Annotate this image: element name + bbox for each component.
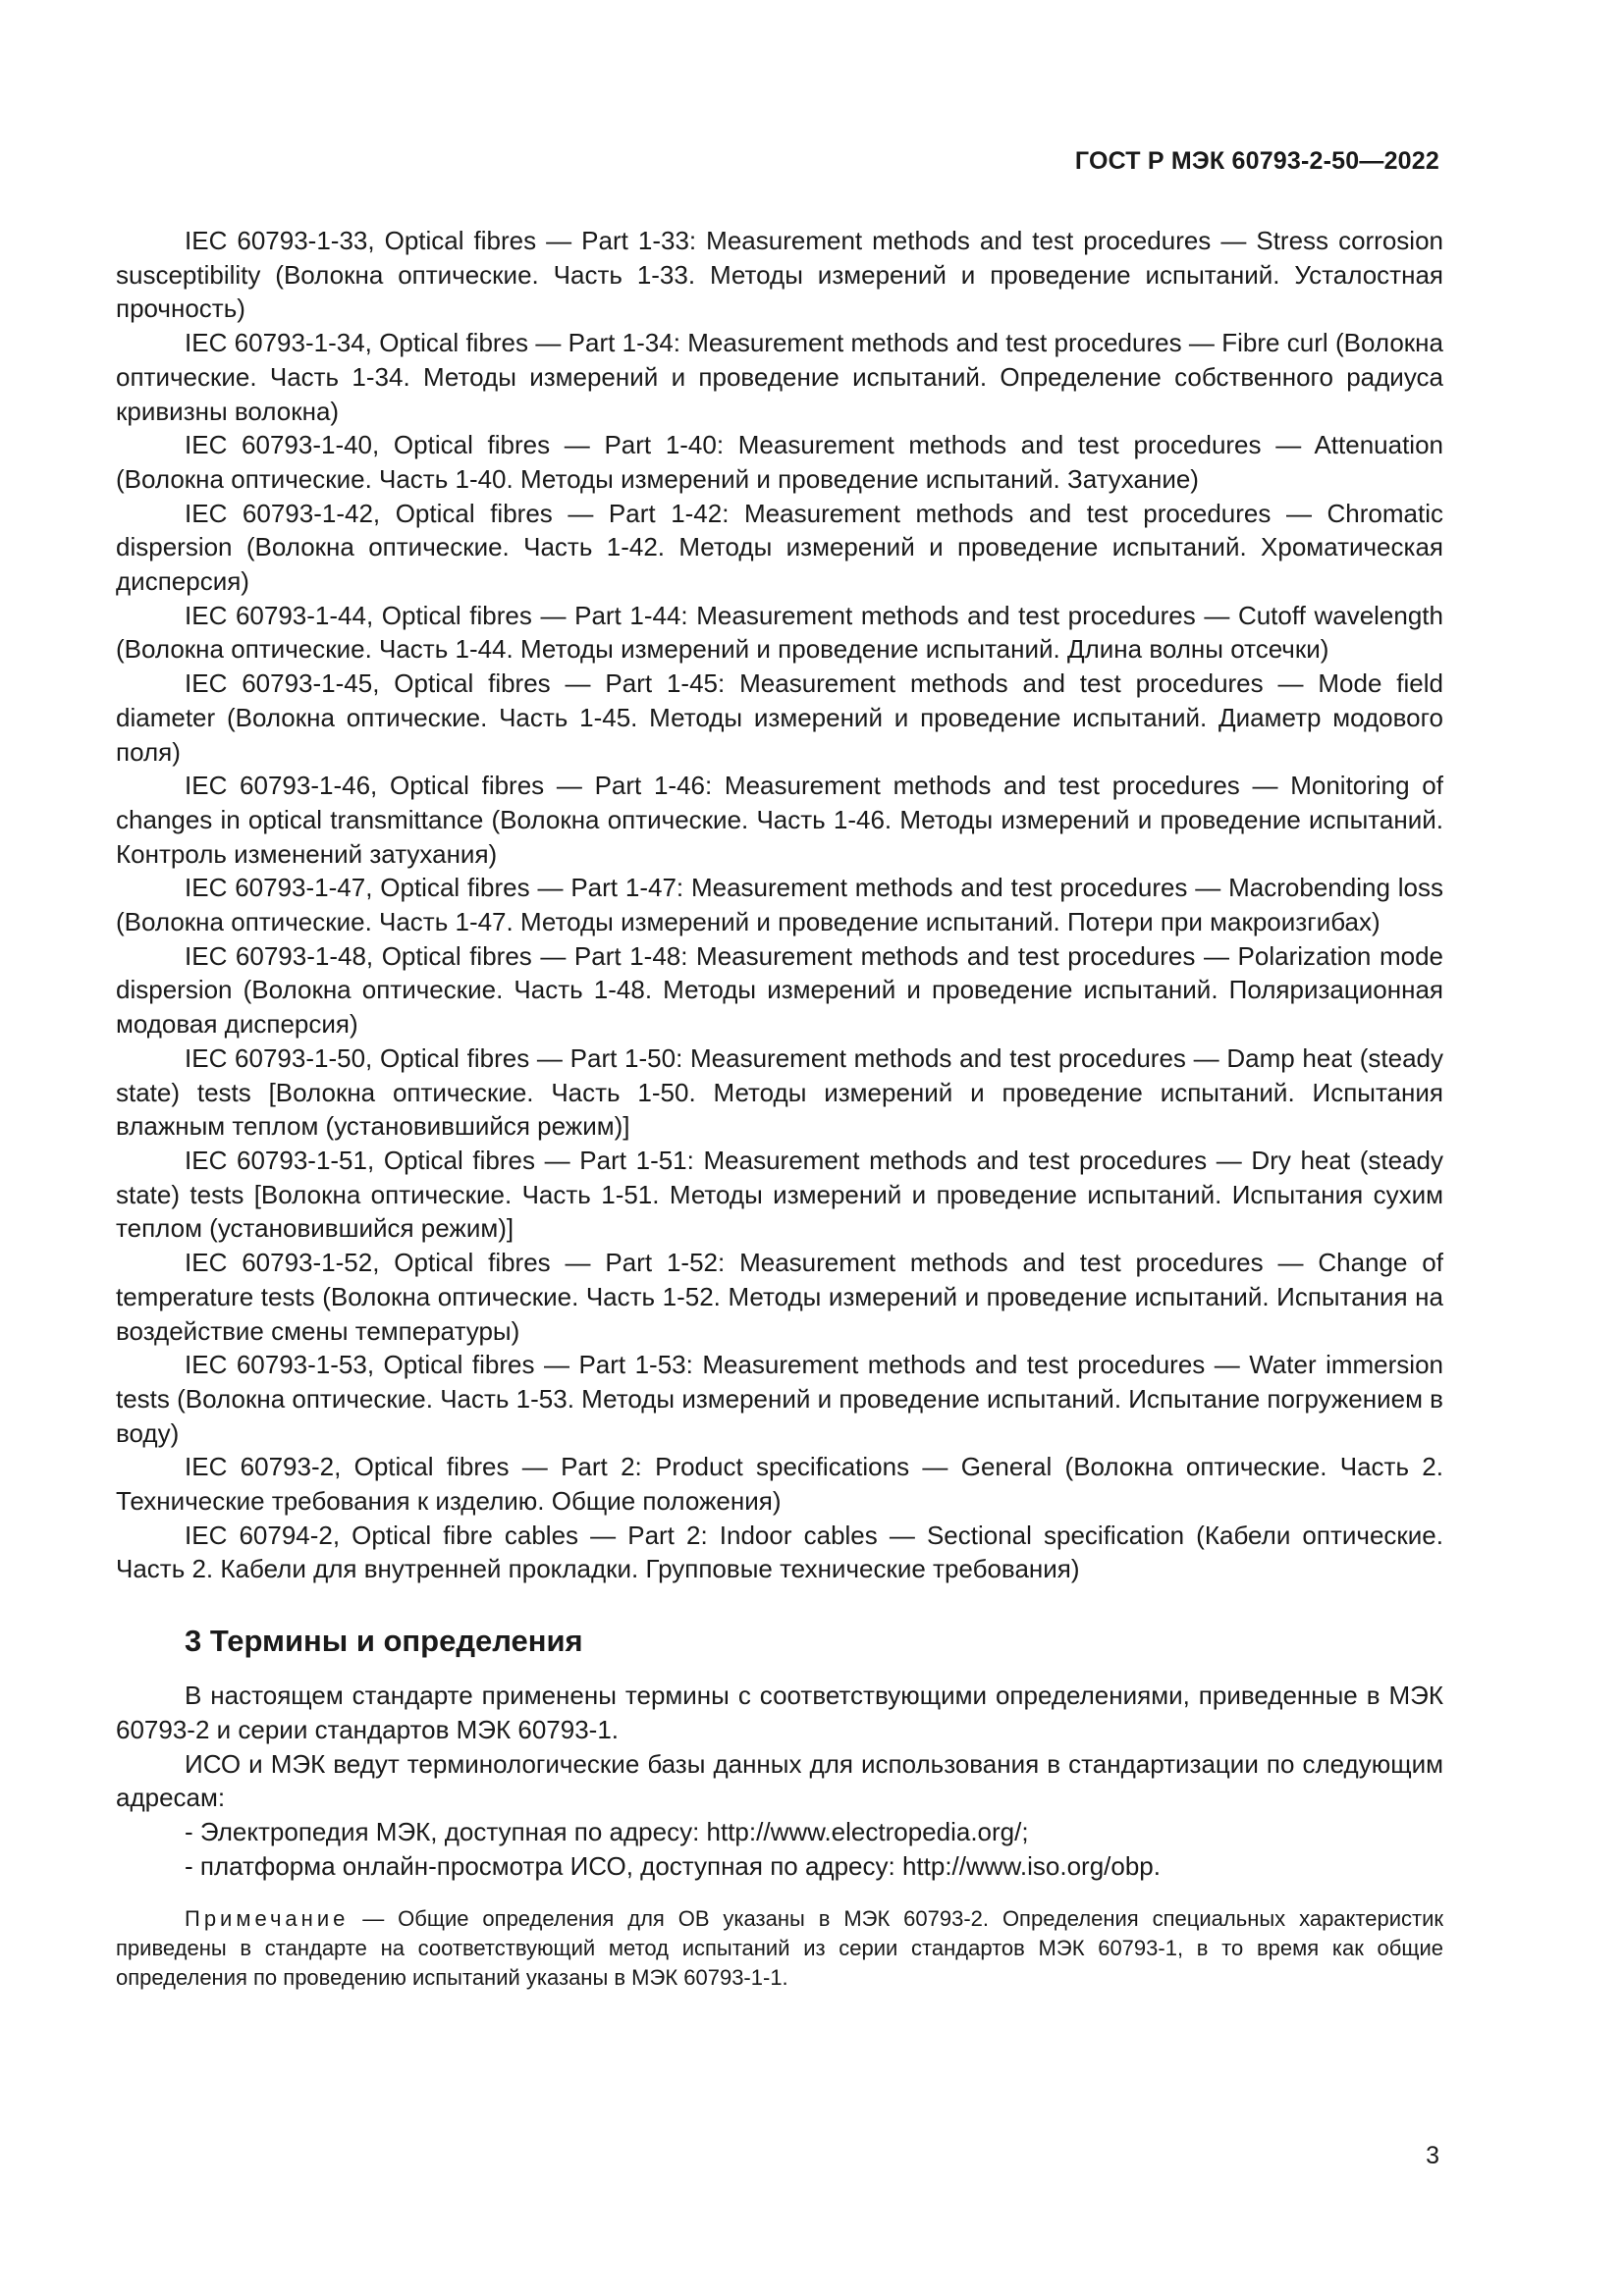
- note-text: — Общие определения для ОВ указаны в МЭК 60793-2. Определения специальных характеристик приведены в стандарте на соответствующий метод испытаний из серии стандартов МЭК 60793-1, в то время как общие определения по проведению испытаний указаны в МЭК 60793-1-1.: [116, 1906, 1443, 1991]
- section-title: 3 Термины и определения: [185, 1624, 583, 1659]
- page-body: [116, 224, 1443, 1993]
- reference-entry: IEC 60793-1-42, Optical fibres — Part 1-42: Measurement methods and test procedures — Chromatic dispersion (Волокна оптические. Часть 1-42. Методы измерений и проведение испытаний. Хроматическая дисперсия): [116, 498, 1443, 597]
- iso-obp-list-item: - платформа онлайн-просмотра ИСО, доступная по адресу: http://www.iso.org/obp.: [185, 1850, 1161, 1881]
- note-label: Примечание: [185, 1906, 350, 1932]
- standard-designation: ГОСТ Р МЭК 60793-2-50—2022: [1074, 147, 1439, 175]
- reference-entry: IEC 60793-1-51, Optical fibres — Part 1-51: Measurement methods and test procedures — Dry heat (steady state) tests [Волокна оптические. Часть 1-51. Методы измерений и проведение испытаний. Испытания сухим теплом (установившийся режим)]: [116, 1145, 1443, 1244]
- section-paragraph: В настоящем стандарте применены термины с соответствующими определениями, приведенные в МЭК 60793-2 и серии стандартов МЭК 60793-1.: [116, 1681, 1443, 1744]
- note: [116, 1904, 1443, 1993]
- reference-entry: IEC 60793-1-52, Optical fibres — Part 1-52: Measurement methods and test procedures — Change of temperature tests (Волокна оптические. Часть 1-52. Методы измерений и проведение испытаний. Испытания на воздействие смены температуры): [116, 1248, 1443, 1346]
- reference-entry: IEC 60793-1-50, Optical fibres — Part 1-50: Measurement methods and test procedures — Damp heat (steady state) tests [Волокна оптические. Часть 1-50. Методы измерений и проведение испытаний. Испытания влажным теплом (установившийся режим)]: [116, 1042, 1443, 1142]
- reference-entry: IEC 60793-1-33, Optical fibres — Part 1-33: Measurement methods and test procedures — Stress corrosion susceptibility (Волокна оптические. Часть 1-33. Методы измерений и проведение испытаний. Усталостная прочность): [116, 226, 1443, 324]
- section-paragraph: ИСО и МЭК ведут терминологические базы данных для использования в стандартизации по следующим адресам:: [116, 1748, 1443, 1813]
- reference-entry: IEC 60793-1-45, Optical fibres — Part 1-45: Measurement methods and test procedures — Mode field diameter (Волокна оптические. Часть 1-45. Методы измерений и проведение испытаний. Диаметр модового поля): [116, 668, 1443, 767]
- reference-entry: IEC 60793-1-44, Optical fibres — Part 1-44: Measurement methods and test procedures — Cutoff wavelength (Волокна оптические. Часть 1-44. Методы измерений и проведение испытаний. Длина волны отсечки): [116, 600, 1443, 665]
- reference-entry: IEC 60793-1-46, Optical fibres — Part 1-46: Measurement methods and test procedures — Monitoring of changes in optical transmittance (Волокна оптические. Часть 1-46. Методы измерений и проведение испытаний. Контроль изменений затухания): [116, 771, 1443, 869]
- reference-entry: IEC 60793-1-47, Optical fibres — Part 1-47: Measurement methods and test procedures — Macrobending loss (Волокна оптические. Часть 1-47. Методы измерений и проведение испытаний. Потери при макроизгибах): [116, 873, 1443, 937]
- reference-entry: IEC 60794-2, Optical fibre cables — Part 2: Indoor cables — Sectional specification (Кабели оптические. Часть 2. Кабели для внутренней прокладки. Групповые технические требования): [116, 1520, 1443, 1584]
- reference-entry: IEC 60793-1-40, Optical fibres — Part 1-40: Measurement methods and test procedures — Attenuation (Волокна оптические. Часть 1-40. Методы измерений и проведение испытаний. Затухание): [116, 430, 1443, 494]
- electropedia-list-item: - Электропедия МЭК, доступная по адресу: http://www.electropedia.org/;: [185, 1816, 1029, 1846]
- reference-entry: IEC 60793-1-48, Optical fibres — Part 1-48: Measurement methods and test procedures — Polarization mode dispersion (Волокна оптические. Часть 1-48. Методы измерений и проведение испытаний. Поляризационная модовая дисперсия): [116, 940, 1443, 1040]
- reference-entry: IEC 60793-2, Optical fibres — Part 2: Product specifications — General (Волокна оптические. Часть 2. Технические требования к изделию. Общие положения): [116, 1452, 1443, 1517]
- reference-entry: IEC 60793-1-34, Optical fibres — Part 1-34: Measurement methods and test procedures — Fibre curl (Волокна оптические. Часть 1-34. Методы измерений и проведение испытаний. Определение собственного радиуса кривизны волокна): [116, 328, 1443, 426]
- reference-entry: IEC 60793-1-53, Optical fibres — Part 1-53: Measurement methods and test procedures — Water immersion tests (Волокна оптические. Часть 1-53. Методы измерений и проведение испытаний. Испытание погружением в воду): [116, 1350, 1443, 1448]
- page-number: 3: [1426, 2142, 1439, 2169]
